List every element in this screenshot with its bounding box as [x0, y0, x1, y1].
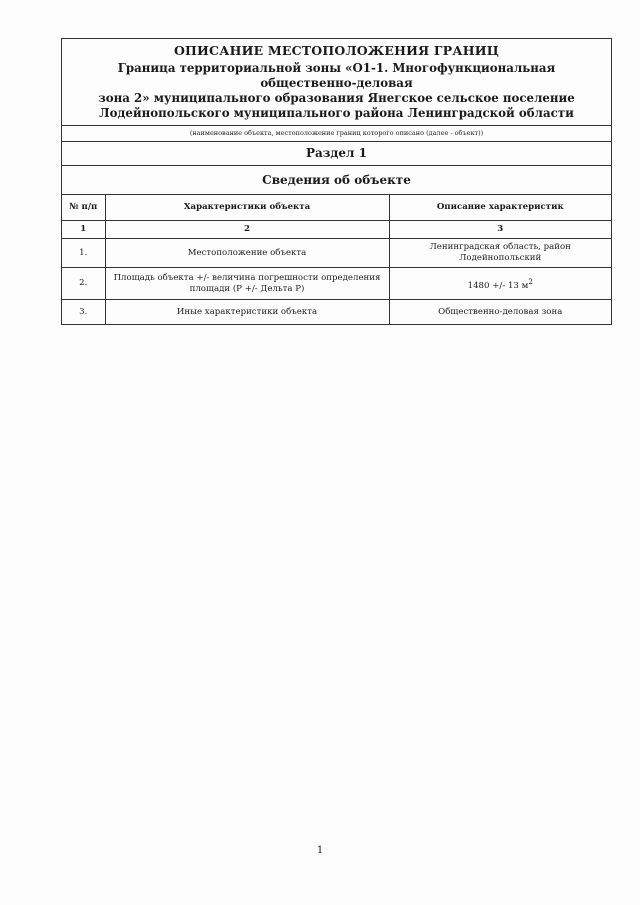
header-characteristic: Характеристики объекта — [105, 195, 389, 221]
row-description: Ленинградская область, район Лодейнопольский — [389, 239, 611, 268]
row-characteristic: Местоположение объекта — [105, 239, 389, 268]
row-characteristic: Площадь объекта +/- величина погрешности определения площади (P +/- Дельта P) — [105, 268, 389, 300]
row-description: Общественно-деловая зона — [389, 300, 611, 325]
table-row — [62, 268, 611, 300]
document-header — [62, 39, 611, 126]
column-number: 2 — [105, 221, 389, 239]
section-title: Сведения об объекте — [262, 173, 411, 187]
row-description — [389, 268, 611, 300]
header-num: № п/п — [62, 195, 105, 221]
column-number-row — [62, 221, 611, 239]
column-number: 1 — [62, 221, 105, 239]
document-subtitle — [68, 61, 605, 121]
page-number: 1 — [316, 845, 324, 856]
object-caption: (наименование объекта, местоположение границ которого описано (далее - объект)) — [62, 126, 611, 142]
row-number: 3. — [62, 300, 105, 325]
document-frame — [61, 38, 612, 325]
row-number: 1. — [62, 239, 105, 268]
subtitle-line-1: Граница территориальной зоны «О1-1. Многофункциональная общественно-деловая — [117, 61, 556, 90]
table-row — [62, 239, 611, 268]
subtitle-line-3: Лодейнопольского муниципального района Ленинградской области — [99, 106, 574, 120]
row-number: 2. — [62, 268, 105, 300]
section-label: Раздел 1 — [62, 142, 611, 166]
column-number: 3 — [389, 221, 611, 239]
header-description: Описание характеристик — [389, 195, 611, 221]
object-info-table — [62, 194, 611, 324]
subtitle-line-2: зона 2» муниципального образования Янегское сельское поселение — [98, 91, 575, 105]
document-title: ОПИСАНИЕ МЕСТОПОЛОЖЕНИЯ ГРАНИЦ — [173, 43, 500, 58]
area-value: 1480 +/- 13 м — [467, 280, 529, 291]
table-header-row — [62, 195, 611, 221]
table-row — [62, 300, 611, 325]
area-unit-exponent: 2 — [528, 276, 533, 286]
row-characteristic: Иные характеристики объекта — [105, 300, 389, 325]
